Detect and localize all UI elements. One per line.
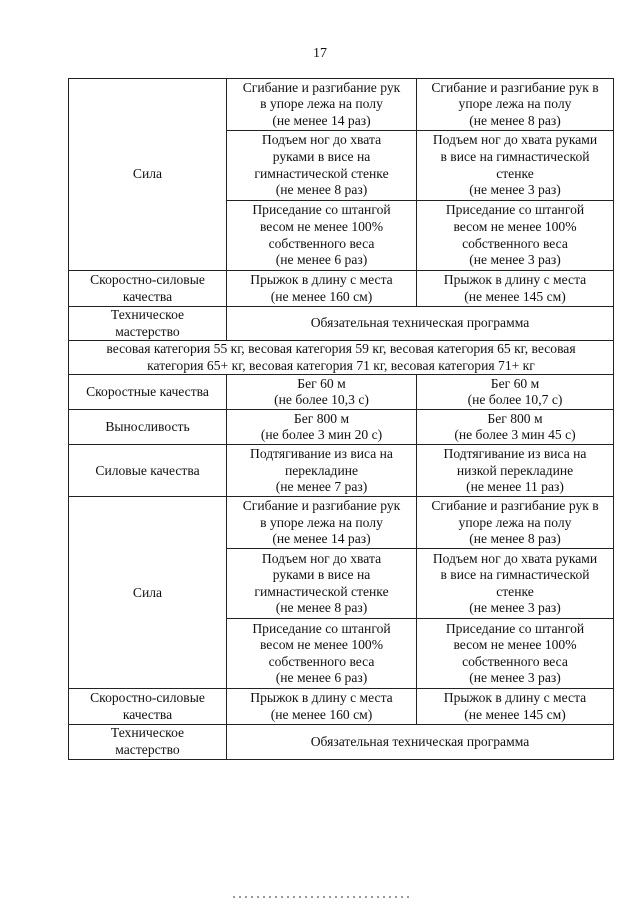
norm-line: Подъем ног до хвата руками xyxy=(432,550,598,566)
norm-line: (не менее 145 см) xyxy=(464,706,566,722)
norm-line: (не менее 160 см) xyxy=(270,288,373,304)
norm-line: весом не менее 100% xyxy=(259,637,384,653)
women-norm-cell xyxy=(417,445,614,497)
quality-label: Сила xyxy=(132,166,163,182)
norm-line: Сгибание и разгибание рук в xyxy=(431,497,599,513)
quality-cell xyxy=(69,79,227,271)
table-row xyxy=(69,410,614,445)
norm-line: (не более 3 мин 45 с) xyxy=(454,427,576,443)
norm-line: (не менее 8 раз) xyxy=(275,600,368,616)
norm-line: стенке xyxy=(496,583,534,599)
norm-line: Прыжок в длину с места xyxy=(443,690,587,706)
table-row xyxy=(69,375,614,410)
norm-line: (не менее 145 см) xyxy=(464,288,566,304)
table-row xyxy=(69,445,614,497)
norm-line: низкой перекладине xyxy=(456,462,574,478)
norm-line: собственного веса xyxy=(268,235,375,251)
norm-line: Прыжок в длину с места xyxy=(250,271,393,287)
norm-line: (не менее 6 раз) xyxy=(275,670,368,686)
quality-cell xyxy=(69,410,227,445)
women-norm-cell xyxy=(417,619,614,689)
women-norm-cell xyxy=(417,549,614,619)
quality-label: Скоростные качества xyxy=(86,384,209,400)
norm-line: в висе на гимнастической xyxy=(440,148,590,164)
norm-line: (не менее 160 см) xyxy=(270,706,373,722)
norm-line: (не менее 3 раз) xyxy=(469,670,561,686)
norm-line: Бег 800 м xyxy=(293,410,350,426)
men-norm-cell xyxy=(227,619,417,689)
quality-label: Скоростно-силовые xyxy=(90,271,205,287)
norm-line: Подъем ног до хвата xyxy=(261,550,382,566)
men-norm-cell xyxy=(227,271,417,307)
quality-cell xyxy=(69,725,227,759)
norm-line: руками в висе на xyxy=(272,567,371,583)
norm-line: (не более 3 мин 20 с) xyxy=(260,427,383,443)
norm-line: весом не менее 100% xyxy=(453,637,577,653)
scan-artifact-line xyxy=(233,896,413,898)
men-norm-cell xyxy=(227,689,417,725)
norm-line: (не менее 3 раз) xyxy=(469,600,561,616)
norm-line: перекладине xyxy=(284,462,359,478)
norm-line: гимнастической стенке xyxy=(254,165,389,181)
norm-line: Приседание со штангой xyxy=(252,620,391,636)
quality-cell xyxy=(69,307,227,341)
norm-line: упоре лежа на полу xyxy=(458,514,572,530)
men-norm-cell xyxy=(227,410,417,445)
norm-line: Подтягивание из виса на xyxy=(443,445,587,461)
men-norm-cell xyxy=(227,445,417,497)
quality-cell xyxy=(69,497,227,689)
weight-category-line: категория 65+ кг, весовая категория 71 кг, весовая категория 71+ кг xyxy=(147,357,535,373)
norm-line: Сгибание и разгибание рук xyxy=(242,79,401,95)
weight-category-line: весовая категория 55 кг, весовая категория 59 кг, весовая категория 65 кг, весовая xyxy=(106,341,576,357)
quality-cell xyxy=(69,375,227,410)
women-norm-cell xyxy=(417,410,614,445)
women-norm-cell xyxy=(417,131,614,201)
women-norm-cell xyxy=(417,201,614,271)
norm-line: упоре лежа на полу xyxy=(458,96,572,112)
quality-label: Техническое xyxy=(110,307,185,322)
norm-line: (не менее 3 раз) xyxy=(469,182,561,198)
norm-line: (не менее 11 раз) xyxy=(466,479,564,495)
norm-line: (не менее 7 раз) xyxy=(275,479,368,495)
norm-line: (не менее 8 раз) xyxy=(275,182,368,198)
norm-line: в упоре лежа на полу xyxy=(260,514,383,530)
technique-program-cell xyxy=(227,307,614,341)
norm-line: Бег 60 м xyxy=(297,375,346,391)
technique-program: Обязательная техническая программа xyxy=(310,315,530,331)
norm-line: Сгибание и разгибание рук xyxy=(242,497,401,513)
page-number: 17 xyxy=(313,46,327,61)
norm-line: руками в висе на xyxy=(272,148,371,164)
quality-label: Силовые качества xyxy=(95,462,200,478)
table-row xyxy=(69,497,614,549)
norm-line: в висе на гимнастической xyxy=(440,567,590,583)
quality-label: качества xyxy=(122,288,173,304)
norm-line: (не более 10,3 с) xyxy=(274,392,369,408)
weight-category-cell xyxy=(69,341,614,375)
table-row xyxy=(69,271,614,307)
norm-line: Бег 60 м xyxy=(490,375,540,391)
technique-program-cell xyxy=(227,725,614,759)
men-norm-cell xyxy=(227,549,417,619)
norm-line: Сгибание и разгибание рук в xyxy=(431,79,599,95)
table-row xyxy=(69,79,614,131)
norm-line: собственного веса xyxy=(462,235,568,251)
norm-line: Бег 800 м xyxy=(487,410,543,426)
norm-line: стенке xyxy=(496,165,534,181)
norm-line: (не менее 3 раз) xyxy=(469,252,561,268)
quality-cell xyxy=(69,445,227,497)
norm-line: Приседание со штангой xyxy=(445,620,585,636)
norm-line: Подъем ног до хвата xyxy=(261,132,382,148)
norm-line: Подъем ног до хвата руками xyxy=(432,132,598,148)
norm-line: (не менее 14 раз) xyxy=(272,531,371,547)
norm-line: Подтягивание из виса на xyxy=(250,445,393,461)
norm-line: весом не менее 100% xyxy=(259,218,384,234)
norm-line: весом не менее 100% xyxy=(453,218,577,234)
quality-label: мастерство xyxy=(115,741,180,757)
women-norm-cell xyxy=(417,497,614,549)
weight-category-row xyxy=(69,341,614,375)
norm-line: собственного веса xyxy=(462,653,568,669)
table-row xyxy=(69,689,614,725)
norm-line: Прыжок в длину с места xyxy=(250,690,393,706)
men-norm-cell xyxy=(227,497,417,549)
women-norm-cell xyxy=(417,375,614,410)
norm-line: (не менее 6 раз) xyxy=(275,252,368,268)
norm-line: (не более 10,7 с) xyxy=(467,392,563,408)
norm-line: в упоре лежа на полу xyxy=(260,96,383,112)
quality-label: Техническое xyxy=(110,725,185,741)
norm-line: (не менее 14 раз) xyxy=(272,112,371,128)
men-norm-cell xyxy=(227,131,417,201)
quality-label: Скоростно-силовые xyxy=(90,690,205,706)
norm-line: Прыжок в длину с места xyxy=(443,271,587,287)
table-row xyxy=(69,725,614,759)
norm-line: гимнастической стенке xyxy=(254,583,389,599)
women-norm-cell xyxy=(417,689,614,725)
quality-label: мастерство xyxy=(115,323,180,339)
norm-line: собственного веса xyxy=(268,653,375,669)
standards-table xyxy=(68,78,614,760)
technique-program: Обязательная техническая программа xyxy=(310,733,530,749)
quality-label: Выносливость xyxy=(105,419,190,435)
norm-line: (не менее 8 раз) xyxy=(469,112,561,128)
norm-line: Приседание со штангой xyxy=(445,202,585,218)
norm-line: (не менее 8 раз) xyxy=(469,531,561,547)
quality-label: качества xyxy=(122,706,173,722)
women-norm-cell xyxy=(417,79,614,131)
norm-line: Приседание со штангой xyxy=(252,202,391,218)
table-row xyxy=(69,307,614,341)
men-norm-cell xyxy=(227,201,417,271)
men-norm-cell xyxy=(227,79,417,131)
quality-cell xyxy=(69,689,227,725)
men-norm-cell xyxy=(227,375,417,410)
quality-label: Сила xyxy=(132,584,163,600)
women-norm-cell xyxy=(417,271,614,307)
quality-cell xyxy=(69,271,227,307)
